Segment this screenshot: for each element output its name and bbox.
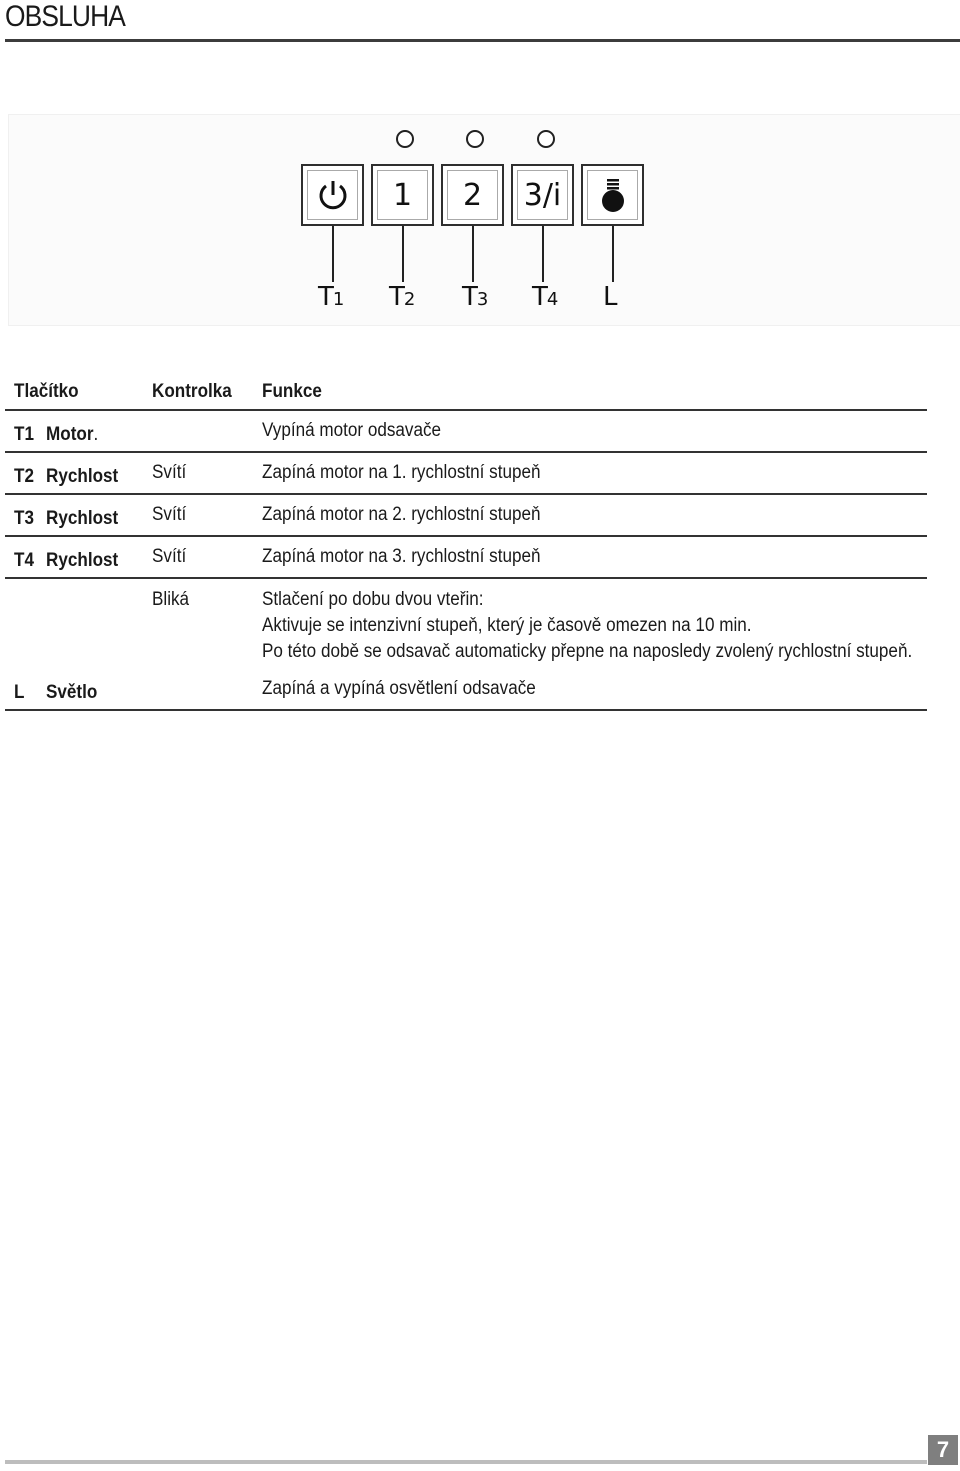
button-t4-label: 3/i bbox=[523, 177, 562, 213]
lead-label-t4: T4 bbox=[532, 282, 558, 312]
led-indicator-t2 bbox=[396, 130, 414, 148]
lead-line-l bbox=[612, 226, 614, 282]
table-row-rule bbox=[5, 535, 927, 537]
lead-label-l: L bbox=[603, 282, 617, 312]
row-t4-name: Rychlost bbox=[46, 550, 119, 571]
header-button: Tlačítko bbox=[14, 381, 79, 402]
row-t3-key: T3 bbox=[14, 508, 34, 529]
row-intensive-function-line3: Po této době se odsavač automaticky přepne na naposledy zvolený rychlostní stupeň. bbox=[262, 641, 913, 662]
lead-line-t4 bbox=[542, 226, 544, 282]
row-intensive-function-line1: Stlačení po dobu dvou vteřin: bbox=[262, 589, 484, 610]
page-title: OBSLUHA bbox=[5, 0, 126, 33]
row-t4-key: T4 bbox=[14, 550, 34, 571]
row-t2-indicator: Svítí bbox=[152, 462, 187, 483]
row-t3-indicator: Svítí bbox=[152, 504, 187, 525]
lead-label-t1: T1 bbox=[318, 282, 344, 312]
light-bulb-icon bbox=[598, 177, 628, 213]
table-row-rule bbox=[5, 451, 927, 453]
lead-label-t2: T2 bbox=[389, 282, 415, 312]
row-intensive-function-line2: Aktivuje se intenzivní stupeň, který je časově omezen na 10 min. bbox=[262, 615, 752, 636]
row-l-function: Zapíná a vypíná osvětlení odsavače bbox=[262, 678, 536, 699]
row-t2-key: T2 bbox=[14, 466, 34, 487]
row-intensive-indicator: Bliká bbox=[152, 589, 190, 610]
table-row-rule bbox=[5, 493, 927, 495]
button-t2-speed-1[interactable] bbox=[371, 164, 434, 226]
lead-line-t3 bbox=[472, 226, 474, 282]
row-t4-function: Zapíná motor na 3. rychlostní stupeň bbox=[262, 546, 541, 567]
row-t1-name: Motor. bbox=[46, 424, 99, 445]
row-t3-function: Zapíná motor na 2. rychlostní stupeň bbox=[262, 504, 541, 525]
button-t3-label: 2 bbox=[462, 177, 483, 213]
button-t1-power[interactable] bbox=[301, 164, 364, 226]
led-indicator-t3 bbox=[466, 130, 484, 148]
power-icon bbox=[316, 178, 350, 212]
row-l-key: L bbox=[14, 682, 25, 703]
header-function: Funkce bbox=[262, 381, 322, 402]
row-t2-function: Zapíná motor na 1. rychlostní stupeň bbox=[262, 462, 541, 483]
header-indicator: Kontrolka bbox=[152, 381, 232, 402]
button-t2-label: 1 bbox=[392, 177, 413, 213]
table-row-rule bbox=[5, 577, 927, 579]
button-l-light[interactable] bbox=[581, 164, 644, 226]
lead-line-t1 bbox=[332, 226, 334, 282]
row-t2-name: Rychlost bbox=[46, 466, 119, 487]
button-t4-speed-3[interactable] bbox=[511, 164, 574, 226]
row-t1-key: T1 bbox=[14, 424, 34, 445]
led-indicator-t4 bbox=[537, 130, 555, 148]
lead-label-t3: T3 bbox=[462, 282, 488, 312]
footer-rule bbox=[5, 1460, 927, 1464]
row-l-name: Světlo bbox=[46, 682, 98, 703]
row-t4-indicator: Svítí bbox=[152, 546, 187, 567]
title-rule bbox=[5, 39, 960, 42]
table-bottom-rule bbox=[5, 709, 927, 711]
row-t3-name: Rychlost bbox=[46, 508, 119, 529]
lead-line-t2 bbox=[402, 226, 404, 282]
button-t3-speed-2[interactable] bbox=[441, 164, 504, 226]
row-t1-function: Vypíná motor odsavače bbox=[262, 420, 442, 441]
table-header-rule bbox=[5, 409, 927, 411]
page-number: 7 bbox=[928, 1435, 958, 1465]
